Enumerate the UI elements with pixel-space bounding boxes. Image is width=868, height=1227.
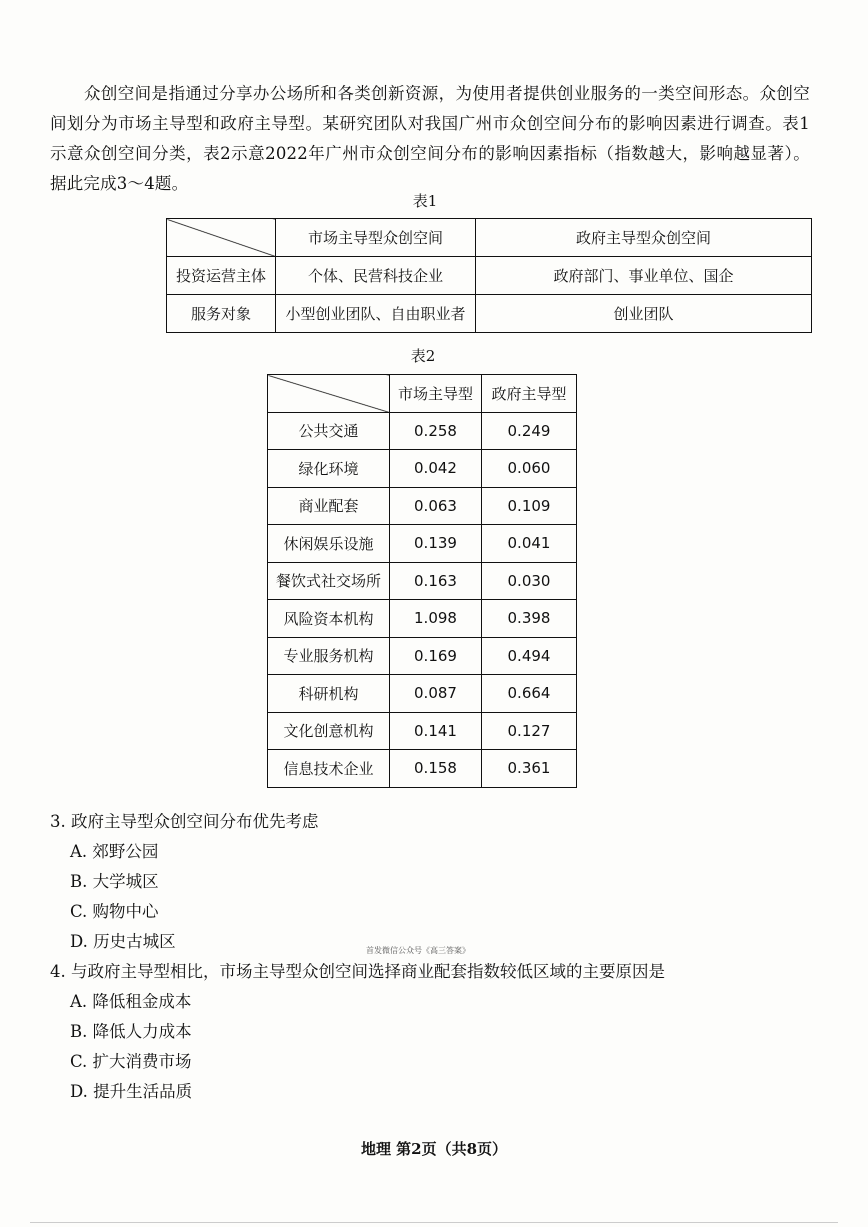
table-row [268, 600, 577, 638]
table2-cell: 0.087 [390, 675, 482, 713]
table2-row-label: 商业配套 [268, 487, 390, 525]
table2-row-label: 餐饮式社交场所 [268, 562, 390, 600]
table2-row-label: 信息技术企业 [268, 750, 390, 788]
table2-cell: 0.664 [482, 675, 577, 713]
table2-row-label: 科研机构 [268, 675, 390, 713]
table2-cell: 0.063 [390, 487, 482, 525]
question-3-option-b: B. 大学城区 [70, 872, 159, 891]
question-3-option-d: D. 历史古城区 [70, 932, 176, 951]
table-row [268, 412, 577, 450]
table2-cell: 0.361 [482, 750, 577, 788]
table2-cell: 0.030 [482, 562, 577, 600]
question-3-option-a: A. 郊野公园 [70, 842, 159, 861]
table-row [268, 562, 577, 600]
watermark: 首发微信公众号《高三答案》 [366, 946, 470, 955]
table-row [268, 712, 577, 750]
intro-paragraph: 众创空间是指通过分享办公场所和各类创新资源，为使用者提供创业服务的一类空间形态。众创空间划分为市场主导型和政府主导型。某研究团队对我国广州市众创空间分布的影响因素进行调查。表1示意众创空间分类，表2示意2022年广州市众创空间分布的影响因素指标（指数越大，影响越显著）。据此完成3～4题。 [50, 83, 810, 193]
table1-corner [167, 219, 276, 257]
table2-cell: 0.042 [390, 450, 482, 488]
table2-cell: 0.249 [482, 412, 577, 450]
question-4-option-d: D. 提升生活品质 [70, 1082, 193, 1101]
table1-caption: 表1 [412, 192, 438, 210]
table2-cell: 0.163 [390, 562, 482, 600]
question-3-option-c: C. 购物中心 [70, 902, 159, 921]
table2-cell: 0.158 [390, 750, 482, 788]
table2-cell: 0.258 [390, 412, 482, 450]
question-4-option-c: C. 扩大消费市场 [70, 1052, 192, 1071]
table2-cell: 0.141 [390, 712, 482, 750]
table1-header-market: 市场主导型众创空间 [276, 219, 476, 257]
table2-cell: 0.041 [482, 525, 577, 563]
table-row [268, 750, 577, 788]
bottom-divider [30, 1222, 838, 1223]
table2-cell: 0.139 [390, 525, 482, 563]
table1-row-label: 投资运营主体 [167, 257, 276, 295]
table-row [268, 525, 577, 563]
table2-row-label: 绿化环境 [268, 450, 390, 488]
table2-cell: 0.127 [482, 712, 577, 750]
table-row [167, 257, 812, 295]
table2-corner [268, 375, 390, 413]
table2-cell: 1.098 [390, 600, 482, 638]
table2-caption: 表2 [410, 347, 436, 365]
table1-cell: 小型创业团队、自由职业者 [276, 295, 476, 333]
table-row [268, 637, 577, 675]
table1-row-label: 服务对象 [167, 295, 276, 333]
table-row [268, 675, 577, 713]
table2-row-label: 公共交通 [268, 412, 390, 450]
table2 [267, 374, 577, 788]
page-footer: 地理 第2页（共8页） [360, 1140, 508, 1158]
table2-row-label: 休闲娱乐设施 [268, 525, 390, 563]
question-4-stem: 4. 与政府主导型相比，市场主导型众创空间选择商业配套指数较低区域的主要原因是 [50, 962, 665, 981]
table1-cell: 个体、民营科技企业 [276, 257, 476, 295]
table2-row-label: 风险资本机构 [268, 600, 390, 638]
table2-row-label: 文化创意机构 [268, 712, 390, 750]
table2-cell: 0.398 [482, 600, 577, 638]
table1-cell: 政府部门、事业单位、国企 [476, 257, 812, 295]
question-3-stem: 3. 政府主导型众创空间分布优先考虑 [50, 812, 319, 831]
question-4-option-a: A. 降低租金成本 [70, 992, 192, 1011]
table2-row-label: 专业服务机构 [268, 637, 390, 675]
table2-header-market: 市场主导型 [390, 375, 482, 413]
table-row [268, 487, 577, 525]
table2-cell: 0.494 [482, 637, 577, 675]
table2-cell: 0.169 [390, 637, 482, 675]
table2-cell: 0.060 [482, 450, 577, 488]
table-row [167, 295, 812, 333]
table2-cell: 0.109 [482, 487, 577, 525]
table2-header-gov: 政府主导型 [482, 375, 577, 413]
table1 [166, 218, 812, 333]
table1-cell: 创业团队 [476, 295, 812, 333]
table-row [268, 450, 577, 488]
table1-header-gov: 政府主导型众创空间 [476, 219, 812, 257]
question-4-option-b: B. 降低人力成本 [70, 1022, 192, 1041]
